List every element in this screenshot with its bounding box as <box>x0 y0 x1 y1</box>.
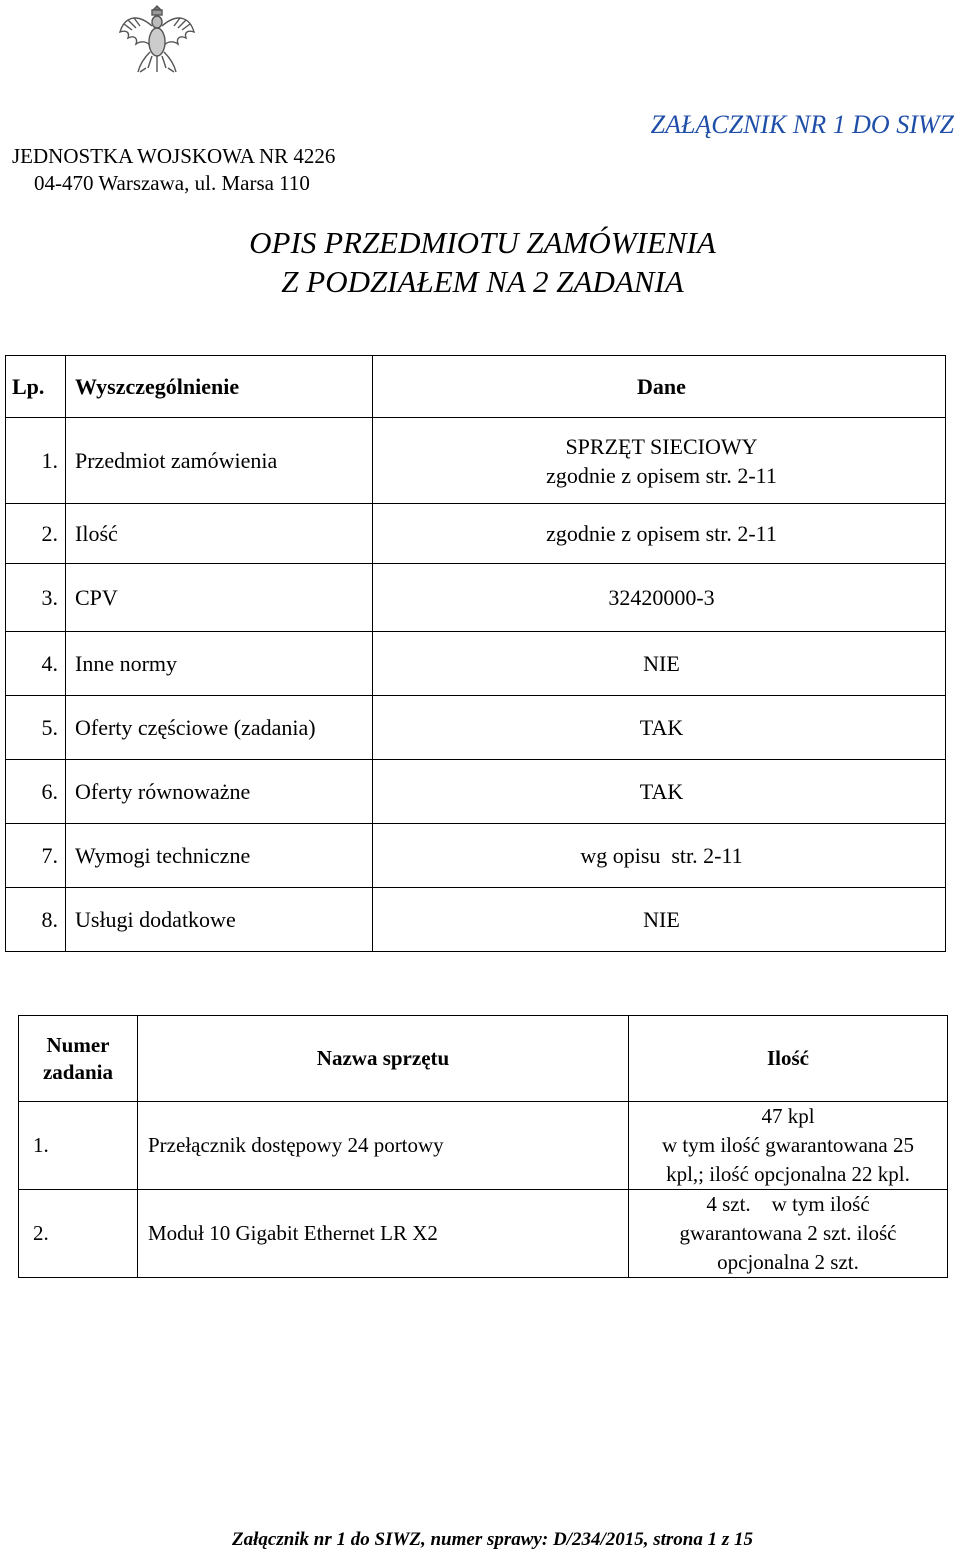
row-item: Ilość <box>66 504 373 564</box>
spec-table-header <box>6 356 946 418</box>
table-row <box>6 504 946 564</box>
row-data: zgodnie z opisem str. 2-11 <box>373 504 946 564</box>
table-row <box>6 824 946 888</box>
tasks-table-header <box>19 1016 948 1102</box>
row-item: Inne normy <box>66 632 373 696</box>
row-data: TAK <box>373 696 946 760</box>
row-data-line1: SPRZĘT SIECIOWY <box>565 433 758 459</box>
header-name: Nazwa sprzętu <box>138 1016 629 1102</box>
table-row <box>19 1102 948 1190</box>
task-qty-line3: opcjonalna 2 szt. <box>717 1250 859 1274</box>
tasks-table <box>18 1015 948 1278</box>
table-row <box>6 760 946 824</box>
row-data: 32420000-3 <box>373 564 946 632</box>
task-qty-line1: 47 kpl <box>761 1104 815 1128</box>
row-lp: 2. <box>6 504 66 564</box>
row-item: CPV <box>66 564 373 632</box>
header-qty: Ilość <box>629 1016 948 1102</box>
row-data: TAK <box>373 760 946 824</box>
row-item: Wymogi techniczne <box>66 824 373 888</box>
row-item: Przedmiot zamówienia <box>66 418 373 504</box>
row-lp: 6. <box>6 760 66 824</box>
header-number: Numer zadania <box>19 1016 138 1102</box>
annex-title: ZAŁĄCZNIK NR 1 DO SIWZ <box>650 110 954 139</box>
row-data: NIE <box>373 888 946 952</box>
task-name: Moduł 10 Gigabit Ethernet LR X2 <box>138 1190 629 1278</box>
polish-eagle-emblem-icon <box>116 2 198 78</box>
unit-block <box>12 143 335 197</box>
row-lp: 5. <box>6 696 66 760</box>
row-lp: 7. <box>6 824 66 888</box>
task-number: 2. <box>19 1190 138 1278</box>
task-qty-line3: kpl,; ilość opcjonalna 22 kpl. <box>666 1162 910 1186</box>
row-data <box>373 418 946 504</box>
row-lp: 3. <box>6 564 66 632</box>
document-title-line2: Z PODZIAŁEM NA 2 ZADANIA <box>281 264 684 299</box>
table-row <box>6 888 946 952</box>
document-title-line1: OPIS PRZEDMIOTU ZAMÓWIENIA <box>249 225 716 260</box>
task-qty <box>629 1102 948 1190</box>
row-item: Oferty równoważne <box>66 760 373 824</box>
header-item: Wyszczególnienie <box>66 356 373 418</box>
task-qty-line1: 4 szt. w tym ilość <box>706 1192 870 1216</box>
row-data: NIE <box>373 632 946 696</box>
row-lp: 8. <box>6 888 66 952</box>
row-data-line2: zgodnie z opisem str. 2-11 <box>546 462 777 488</box>
task-qty-line2: w tym ilość gwarantowana 25 <box>662 1133 914 1157</box>
table-row <box>19 1190 948 1278</box>
task-qty <box>629 1190 948 1278</box>
page-footer: Załącznik nr 1 do SIWZ, numer sprawy: D/234/2015, strona 1 z 15 <box>232 1529 753 1550</box>
row-item: Oferty częściowe (zadania) <box>66 696 373 760</box>
row-lp: 1. <box>6 418 66 504</box>
table-row <box>6 418 946 504</box>
task-number: 1. <box>19 1102 138 1190</box>
header-lp: Lp. <box>6 356 66 418</box>
task-name: Przełącznik dostępowy 24 portowy <box>138 1102 629 1190</box>
table-row <box>6 696 946 760</box>
unit-address: 04-470 Warszawa, ul. Marsa 110 <box>34 171 310 195</box>
document-title <box>0 223 960 301</box>
header-data: Dane <box>373 356 946 418</box>
row-lp: 4. <box>6 632 66 696</box>
unit-name: JEDNOSTKA WOJSKOWA NR 4226 <box>12 144 336 168</box>
spec-table <box>5 355 946 952</box>
row-data: wg opisu str. 2-11 <box>373 824 946 888</box>
table-row <box>6 564 946 632</box>
table-row <box>6 632 946 696</box>
task-qty-line2: gwarantowana 2 szt. ilość <box>679 1221 897 1245</box>
row-item: Usługi dodatkowe <box>66 888 373 952</box>
